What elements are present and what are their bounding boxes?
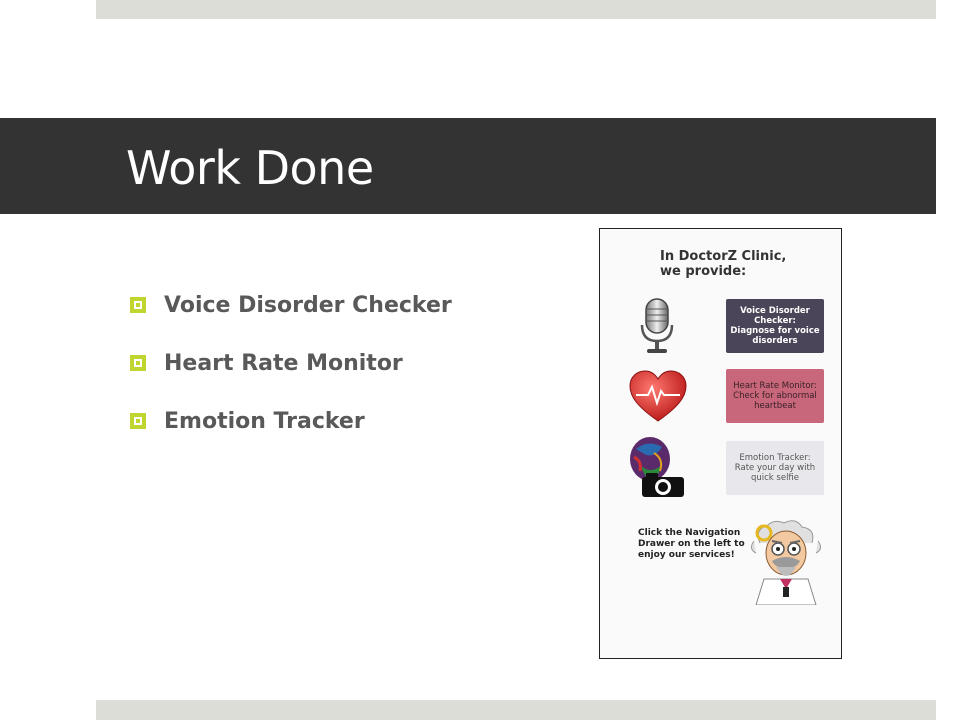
slide-title: Work Done <box>126 141 374 195</box>
intro-text <box>660 249 820 279</box>
heart-icon <box>628 369 688 429</box>
bullet-label: Emotion Tracker <box>164 408 365 434</box>
square-bullet-icon <box>130 355 146 371</box>
square-bullet-icon <box>130 413 146 429</box>
bullet-item <box>130 276 452 334</box>
bottom-decor-strip <box>96 700 936 720</box>
card-line: Checker: <box>754 316 796 326</box>
emotion-service-card[interactable] <box>726 441 824 495</box>
intro-line: we provide: <box>660 264 747 279</box>
bullet-item <box>130 334 452 392</box>
bullet-item <box>130 392 452 450</box>
square-bullet-icon <box>130 297 146 313</box>
footer-line: enjoy our services! <box>638 550 735 560</box>
microphone-icon <box>628 297 688 361</box>
card-line: heartbeat <box>754 401 796 411</box>
top-decor-strip <box>96 0 936 19</box>
app-screenshot <box>599 228 842 659</box>
bullet-list <box>130 276 452 450</box>
card-line: Check for abnormal <box>733 391 817 401</box>
card-line: quick selfie <box>750 473 800 483</box>
footer-line: Drawer on the left to <box>638 539 745 549</box>
card-line: Diagnose for voice <box>730 326 820 336</box>
footer-text <box>638 528 748 561</box>
card-line: Voice Disorder <box>740 306 810 316</box>
card-line: Heart Rate Monitor: <box>733 381 817 391</box>
footer-line: Click the Navigation <box>638 528 741 538</box>
card-line: disorders <box>752 336 798 346</box>
intro-line: In DoctorZ Clinic, <box>660 249 787 264</box>
bullet-label: Heart Rate Monitor <box>164 350 403 376</box>
heart-service-card[interactable] <box>726 369 824 423</box>
camera-face-icon <box>628 435 690 505</box>
voice-service-card[interactable] <box>726 299 824 353</box>
card-line: Emotion Tracker: <box>739 453 811 463</box>
doctor-mascot-icon <box>750 519 822 609</box>
bullet-label: Voice Disorder Checker <box>164 292 452 318</box>
card-line: Rate your day with <box>734 463 816 473</box>
